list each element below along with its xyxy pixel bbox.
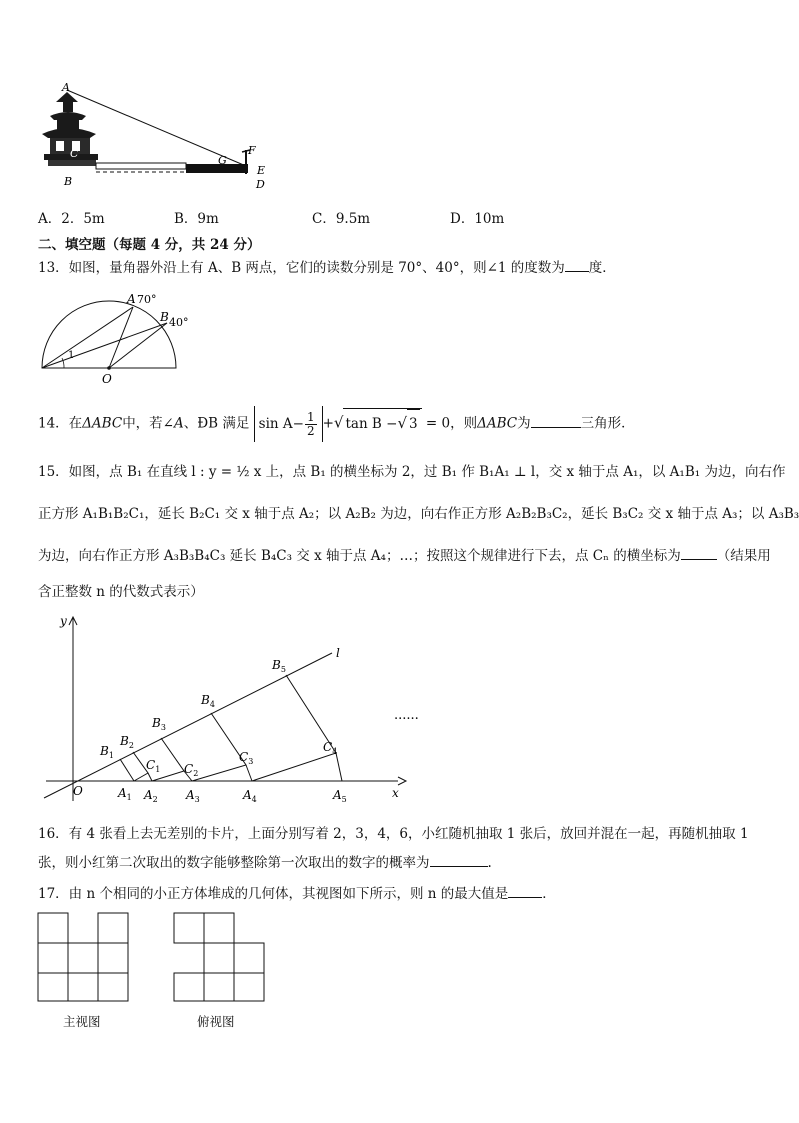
q13-stem-end: 度．	[588, 260, 616, 276]
angle-1-label: 1	[68, 350, 75, 361]
point-label-c4: $C_4$	[323, 740, 338, 756]
q15-line-4: 含正整数 n 的代数式表示）	[38, 584, 204, 600]
half-fraction: $\frac{1}{2}$	[306, 410, 315, 438]
q12-figure	[34, 80, 274, 192]
q15-line-2: 正方形 A₁B₁B₂C₁，延长 B₂C₁ 交 x 轴于点 A₂；以 A₂B₂ 为边，向右作正方形 A₂B₂B₃C₂，延长 B₃C₂ 交 x 轴于点 A₃；以 A₃B₃	[38, 506, 799, 522]
origin-label: O	[73, 784, 83, 798]
label-f: F	[248, 144, 256, 157]
q13-answer-blank[interactable]	[565, 257, 589, 272]
q12-option-d[interactable]: D．10m	[450, 211, 505, 227]
point-label-b1: $B_1$	[100, 744, 114, 760]
point-label-a2: $A_2$	[144, 788, 158, 804]
abs-expression: sin A− $\frac{1}{2}$	[254, 406, 323, 442]
point-label-c1: $C_1$	[146, 758, 161, 774]
reading-40: 40°	[169, 316, 189, 329]
point-label-c2: $C_2$	[184, 762, 199, 778]
section-heading: 二、填空题（每题 4 分，共 24 分）	[38, 237, 261, 253]
label-a: A	[127, 292, 136, 306]
continuation-dots: ......	[394, 708, 419, 723]
x-axis-label: x	[392, 786, 399, 800]
top-view-caption: 俯视图	[197, 1014, 235, 1029]
label-d: D	[256, 178, 265, 191]
q15-answer-blank[interactable]	[681, 545, 717, 560]
q15-line-1: 15．如图，点 B₁ 在直线 l : y = ½ x 上，点 B₁ 的横坐标为 2，过 B₁ 作 B₁A₁ ⊥ l，交 x 轴于点 A₁，以 A₁B₁ 为边，向右作	[38, 464, 786, 480]
q15-figure	[36, 605, 419, 805]
point-label-a3: $A_3$	[186, 788, 200, 804]
segment-b1-a1	[120, 759, 134, 781]
reading-70: 70°	[137, 293, 157, 306]
q13-text	[38, 257, 616, 278]
q15-line-3: 为边，向右作正方形 A₃B₃B₄C₃ 延长 B₄C₃ 交 x 轴于点 A₄；…；按照这个规律进行下去，点 Cₙ 的横坐标为 （结果用	[38, 545, 771, 566]
q14-answer-blank[interactable]	[531, 413, 581, 428]
q12-option-b[interactable]: B．9m	[174, 211, 219, 227]
point-label-a4: $A_4$	[243, 788, 257, 804]
q16-answer-blank[interactable]	[430, 852, 488, 867]
point-label-a5: $A_5$	[333, 788, 347, 804]
q16-line-2: 张，则小红第二次取出的数字能够整除第一次取出的数字的概率为 .	[38, 852, 492, 873]
q17-front-view	[37, 912, 131, 1004]
y-axis-label: y	[60, 614, 67, 628]
line-l-label: l	[336, 646, 340, 660]
point-label-b4: $B_4$	[201, 693, 215, 709]
q17-answer-blank[interactable]	[508, 883, 542, 898]
label-e: E	[257, 164, 266, 177]
q16-line-1: 16．有 4 张看上去无差别的卡片，上面分别写着 2，3，4，6，小红随机抽取 1 张后，放回并混在一起，再随机抽取 1	[38, 826, 749, 842]
q13-stem: 13．如图，量角器外沿上有 A、B 两点，它们的读数分别是 70°、40°，则∠1 的度数为	[38, 260, 565, 276]
label-c: C	[70, 147, 79, 160]
point-label-a1: $A_1$	[118, 786, 132, 802]
point-label-b3: $B_3$	[152, 716, 166, 732]
label-g: G	[218, 154, 227, 167]
label-b: B	[160, 310, 169, 324]
point-label-b2: $B_2$	[120, 734, 134, 750]
q14-text: 14．在ΔABC中，若∠A、ÐB 满足 sin A− $\frac{1}{2}$ +√ tan B −√ 3 = 0，则ΔABC为 三角形．	[38, 406, 635, 442]
q13-protractor-figure	[38, 284, 188, 388]
q12-option-c[interactable]: C．9.5m	[312, 211, 371, 227]
point-label-c3: $C_3$	[239, 750, 254, 766]
label-a: A	[62, 81, 70, 94]
front-view-caption: 主视图	[63, 1014, 101, 1029]
label-o: O	[102, 372, 112, 386]
q17-text: 17．由 n 个相同的小正方体堆成的几何体，其视图如下所示，则 n 的最大值是 ．	[38, 883, 556, 904]
point-label-b5: $B_5$	[272, 658, 286, 674]
label-b: B	[64, 175, 73, 188]
q17-top-view	[173, 912, 267, 1004]
sqrt-expression: tan B −√ 3	[343, 408, 421, 438]
q12-option-a[interactable]: A．2．5m	[38, 211, 105, 227]
